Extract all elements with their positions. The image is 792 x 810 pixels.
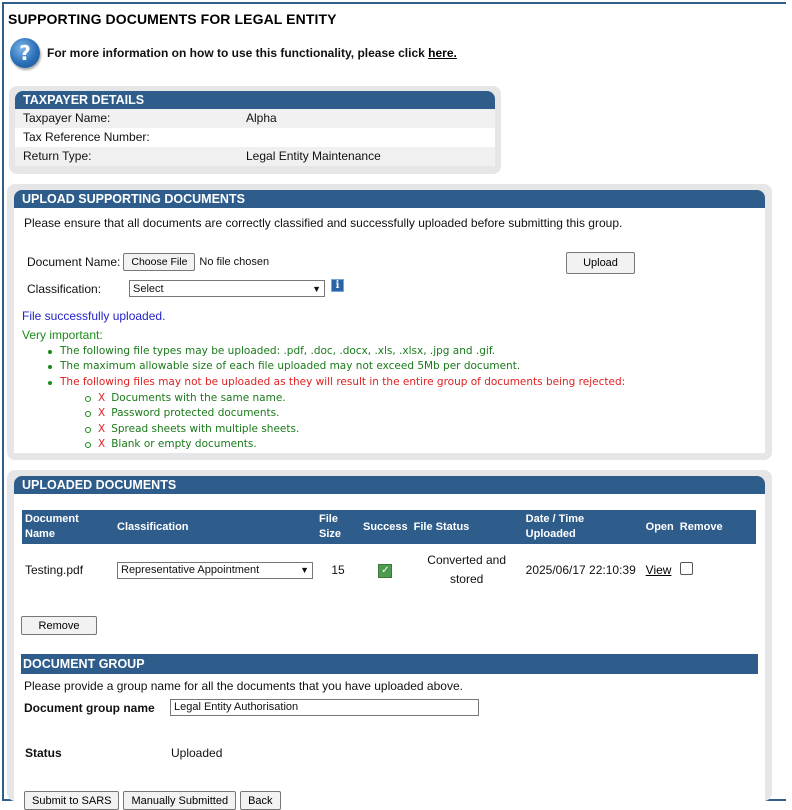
taxpayer-details-body bbox=[15, 109, 495, 166]
classification-row bbox=[27, 280, 344, 297]
doc-remove-cell bbox=[677, 544, 756, 596]
col-success: Success bbox=[360, 510, 411, 544]
group-status-value: Uploaded bbox=[171, 746, 223, 760]
group-name-row bbox=[24, 699, 479, 716]
circle-bullet-icon bbox=[85, 442, 91, 448]
group-status-label: Status bbox=[25, 746, 62, 760]
upload-note: Please ensure that all documents are correctly classified and successfully uploaded before submitting this group. bbox=[24, 216, 623, 230]
remove-button[interactable]: Remove bbox=[21, 616, 97, 635]
classification-select[interactable] bbox=[129, 280, 325, 297]
uploaded-documents-header: UPLOADED DOCUMENTS bbox=[14, 476, 765, 494]
return-type-value: Legal Entity Maintenance bbox=[246, 149, 381, 163]
rule-rejected-files: The following files may not be uploaded as they will result in the entire group of documents being rejected: bbox=[60, 375, 625, 390]
bullet-icon bbox=[48, 381, 52, 385]
tax-reference-label: Tax Reference Number: bbox=[23, 130, 150, 144]
tax-reference-row bbox=[15, 128, 495, 147]
circle-bullet-icon bbox=[85, 411, 91, 417]
no-file-chosen-text: No file chosen bbox=[199, 256, 270, 268]
group-name-label: Document group name bbox=[24, 700, 155, 715]
taxpayer-details-header: TAXPAYER DETAILS bbox=[15, 91, 495, 109]
help-link[interactable]: here. bbox=[428, 46, 457, 60]
col-classification: Classification bbox=[114, 510, 316, 544]
help-text bbox=[47, 46, 457, 60]
taxpayer-name-row bbox=[15, 109, 495, 128]
return-type-label: Return Type: bbox=[23, 149, 92, 163]
upload-success-message: File successfully uploaded. bbox=[22, 309, 166, 323]
circle-bullet-icon bbox=[85, 396, 91, 402]
remove-checkbox[interactable] bbox=[680, 562, 693, 575]
uploaded-documents-panel bbox=[7, 470, 772, 807]
sub-rule-spreadsheets: X Spread sheets with multiple sheets. bbox=[98, 422, 299, 437]
rule-file-types: The following file types may be uploaded: .pdf, .doc, .docx, .xls, .xlsx, .jpg and .gif. bbox=[60, 344, 625, 359]
doc-classification-select[interactable] bbox=[117, 562, 313, 579]
manually-submitted-button[interactable]: Manually Submitted bbox=[123, 791, 236, 810]
group-status-row bbox=[25, 746, 222, 760]
document-name-row bbox=[27, 253, 269, 271]
taxpayer-name-value: Alpha bbox=[246, 111, 277, 125]
col-date-uploaded: Date / Time Uploaded bbox=[523, 510, 643, 544]
col-file-status: File Status bbox=[411, 510, 523, 544]
back-button[interactable]: Back bbox=[240, 791, 280, 810]
doc-status-cell: Converted and stored bbox=[427, 553, 507, 586]
bullet-icon bbox=[48, 350, 52, 354]
col-open: Open bbox=[643, 510, 677, 544]
rejected-files-list bbox=[98, 391, 299, 453]
table-row bbox=[22, 544, 756, 596]
doc-date-cell: 2025/06/17 22:10:39 bbox=[525, 563, 636, 577]
very-important-label: Very important: bbox=[22, 328, 103, 342]
col-document-name: Document Name bbox=[22, 510, 114, 544]
help-text-label: For more information on how to use this functionality, please click bbox=[47, 46, 425, 60]
upload-rules-list bbox=[60, 344, 625, 390]
group-name-input[interactable]: Legal Entity Authorisation bbox=[170, 699, 479, 716]
document-group-note: Please provide a group name for all the documents that you have uploaded above. bbox=[24, 679, 463, 693]
uploaded-documents-body bbox=[14, 494, 765, 807]
upload-body bbox=[14, 208, 765, 453]
chevron-down-icon: ▼ bbox=[312, 283, 321, 294]
action-buttons bbox=[24, 791, 281, 810]
taxpayer-details-panel bbox=[9, 86, 501, 174]
document-name-label: Document Name: bbox=[27, 255, 121, 269]
sub-rule-blank: X Blank or empty documents. bbox=[98, 437, 299, 452]
help-row bbox=[10, 38, 457, 68]
classification-label: Classification: bbox=[27, 281, 102, 296]
return-type-row bbox=[15, 147, 495, 166]
classification-select-value: Select bbox=[133, 282, 164, 295]
uploaded-documents-table bbox=[22, 510, 756, 596]
upload-header: UPLOAD SUPPORTING DOCUMENTS bbox=[14, 190, 765, 208]
sub-rule-password: X Password protected documents. bbox=[98, 406, 299, 421]
help-question-icon: ? bbox=[10, 38, 40, 68]
doc-open-cell bbox=[643, 544, 677, 596]
col-file-size: File Size bbox=[316, 510, 360, 544]
view-link[interactable]: View bbox=[645, 563, 672, 577]
info-icon[interactable]: i bbox=[331, 279, 344, 292]
success-check-icon: ✓ bbox=[378, 564, 392, 578]
chevron-down-icon: ▼ bbox=[300, 565, 309, 575]
doc-size-cell: 15 bbox=[331, 563, 345, 577]
choose-file-button[interactable]: Choose File bbox=[123, 253, 195, 271]
doc-classification-cell bbox=[114, 544, 316, 596]
sub-rule-same-name: X Documents with the same name. bbox=[98, 391, 299, 406]
upload-panel bbox=[7, 184, 772, 460]
submit-to-sars-button[interactable]: Submit to SARS bbox=[24, 791, 119, 810]
taxpayer-name-label: Taxpayer Name: bbox=[23, 111, 111, 125]
document-group-header: DOCUMENT GROUP bbox=[21, 654, 758, 674]
doc-success-cell bbox=[360, 544, 411, 596]
page-title: SUPPORTING DOCUMENTS FOR LEGAL ENTITY bbox=[8, 11, 337, 27]
table-header-row bbox=[22, 510, 756, 544]
circle-bullet-icon bbox=[85, 427, 91, 433]
rule-max-size: The maximum allowable size of each file uploaded may not exceed 5Mb per document. bbox=[60, 359, 625, 374]
upload-button[interactable]: Upload bbox=[566, 252, 635, 274]
col-remove: Remove bbox=[677, 510, 756, 544]
bullet-icon bbox=[48, 365, 52, 369]
doc-classification-value: Representative Appointment bbox=[121, 564, 260, 576]
doc-name-cell: Testing.pdf bbox=[25, 563, 84, 577]
